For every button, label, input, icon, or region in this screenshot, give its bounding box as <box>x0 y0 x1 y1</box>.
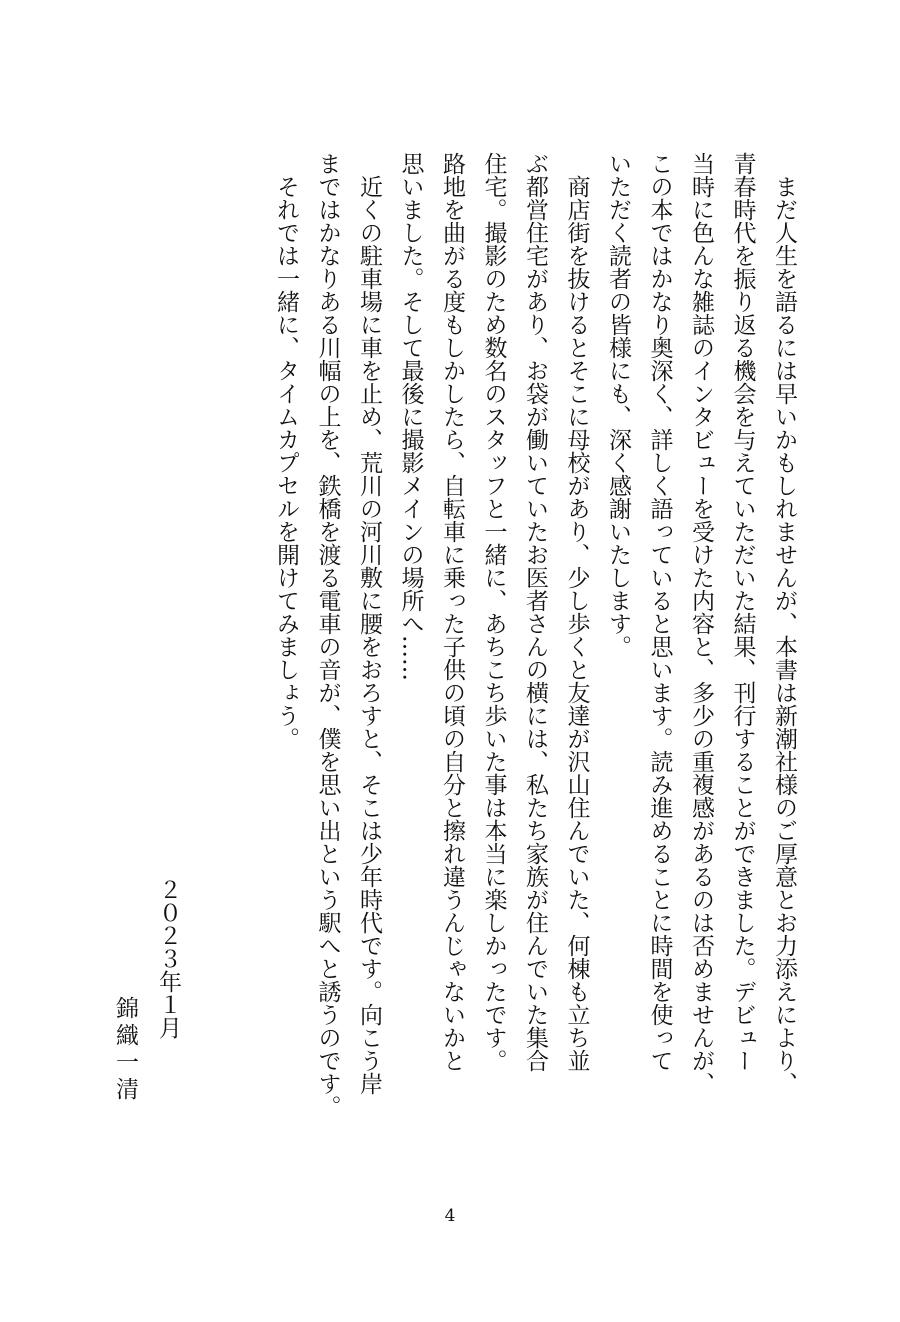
text-line: まではかなりある川幅の上を、鉄橋を渡る電車の音が、僕を思い出という駅へと誘うのです。 <box>314 152 341 1118</box>
text-line: それでは一緒に、タイムカプセルを開けてみましょう。 <box>273 175 299 750</box>
text-line: いただく読者の皆様にも、深く感謝いたします。 <box>605 152 631 658</box>
text-line: まだ人生を語るには早いかもしれませんが、本書は新潮社様のご厚意とお力添えにより、 <box>771 175 797 1095</box>
text-line: 路地を曲がる度もしかしたら、自転車に乗った子供の頃の自分と擦れ違うんじゃないかと <box>439 152 465 1072</box>
body-text <box>265 152 805 1152</box>
text-line: 住宅。撮影のため数名のスタッフと一緒に、あちこち歩いた事は本当に楽しかったです。 <box>480 152 507 1072</box>
text-line: 当時に色んな雑誌のインタビューを受けた内容と、多少の重複感があるのは否めませんが、 <box>688 152 714 1095</box>
page-number: 4 <box>444 1206 456 1226</box>
paragraph-4 <box>265 152 307 1152</box>
text-line: 商店街を抜けるとそこに母校があり、少し歩くと友達が沢山住んでいた、何棟も立ち並 <box>563 175 590 1072</box>
paragraph-2 <box>389 152 597 1152</box>
paragraph-3 <box>306 152 389 1152</box>
signoff-date: ２０２３年１月 <box>155 878 181 1039</box>
text-line: ぶ都営住宅があり、お袋が働いていたお医者さんの横には、私たち家族が住んでいた集合 <box>522 152 548 1072</box>
text-line: 近くの駐車場に車を止め、荒川の河川敷に腰をおろすと、そこは少年時代です。向こう岸 <box>356 175 382 1095</box>
text-line: 青春時代を振り返る機会を与えていただいた結果、刊行することができました。デビュー <box>729 152 756 1072</box>
text-line: この本ではかなり奥深く、詳しく語っていると思います。読み進めることに時間を使って <box>646 152 673 1072</box>
paragraph-1 <box>597 152 805 1152</box>
signoff-author: 錦織一清 <box>112 996 138 1104</box>
text-line: 思いました。そして最後に撮影メインの場所へ…… <box>397 152 424 681</box>
